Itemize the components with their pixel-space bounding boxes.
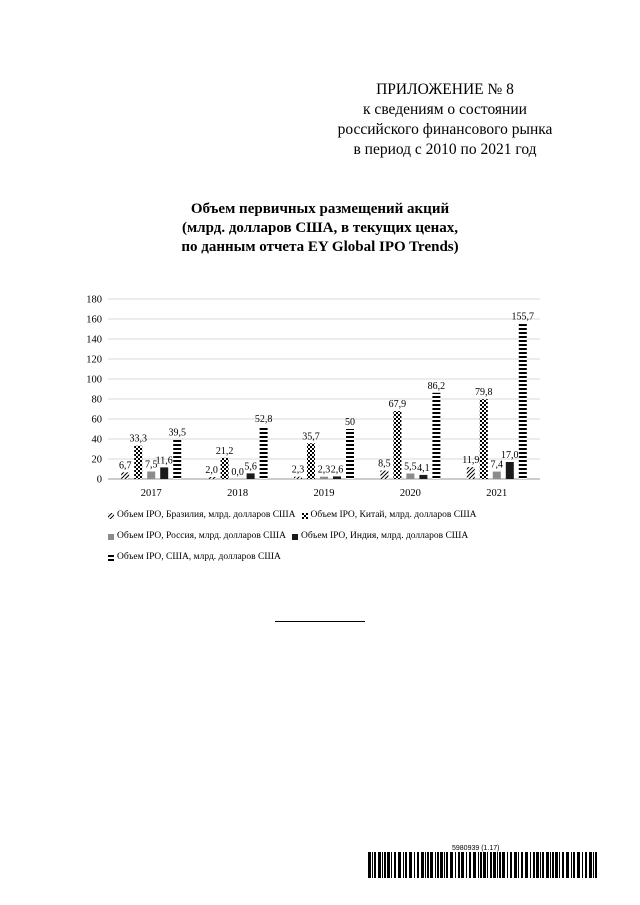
y-tick-label: 140 (86, 334, 102, 346)
data-label: 5,5 (404, 461, 417, 473)
data-label: 86,2 (427, 380, 446, 392)
appendix-line-3: российского финансового рынка (337, 121, 553, 138)
appendix-line-2: к сведениям о состоянии (363, 101, 527, 118)
y-tick-label: 160 (86, 314, 102, 326)
x-tick-label-2018: 2018 (227, 488, 249, 499)
data-label: 6,7 (118, 460, 132, 472)
data-label: 4,1 (417, 462, 430, 474)
bar-2020-series-1 (393, 411, 401, 479)
x-tick-label-2019: 2019 (313, 488, 335, 499)
data-label: 17,0 (501, 450, 519, 461)
bar-2018-series-3 (247, 473, 255, 479)
legend-label-usa: Объем IPO, США, млрд. долларов США (117, 552, 281, 562)
legend-item-china (302, 505, 477, 526)
data-label: 5,6 (244, 461, 257, 473)
legend-swatch-china (302, 513, 308, 519)
data-label: 2,0 (205, 465, 218, 476)
data-label: 2,3 (317, 464, 331, 476)
data-label: 0,0 (231, 467, 244, 478)
chart-title-line-1: Объем первичных размещений акций (190, 201, 450, 217)
data-label: 35,7 (302, 431, 320, 443)
y-tick-label: 120 (86, 354, 102, 366)
data-label: 7,4 (490, 459, 504, 471)
legend-swatch-russia (108, 534, 114, 540)
y-tick-label: 0 (96, 474, 102, 486)
data-label: 8,5 (378, 458, 391, 470)
legend-row-1 (108, 505, 548, 526)
bar-2019-series-3 (333, 476, 341, 479)
y-tick-label: 40 (91, 434, 102, 446)
bar-2018-series-4 (260, 426, 268, 479)
legend-swatch-brazil (108, 513, 114, 519)
legend-swatch-india (292, 534, 298, 540)
chart-title-line-2: (млрд. долларов США, в текущих ценах, (181, 220, 459, 236)
bar-2019-series-1 (307, 443, 315, 479)
bar-2021-series-4 (519, 323, 527, 479)
legend-label-china: Объем IPO, Китай, млрд. долларов США (310, 510, 477, 520)
legend-row-3 (108, 547, 548, 568)
legend-item-brazil (108, 505, 296, 526)
y-tick-label: 180 (86, 294, 102, 306)
bar-2017-series-1 (134, 446, 142, 479)
data-label: 7,5 (144, 459, 158, 471)
bar-2021-series-2 (493, 472, 501, 479)
bar-2019-series-2 (320, 477, 328, 479)
appendix-line-4: в период с 2010 по 2021 год (353, 141, 537, 158)
legend-item-russia (108, 526, 286, 547)
legend-swatch-usa (108, 555, 114, 561)
bar-2017-series-4 (173, 440, 181, 480)
legend-item-usa (108, 547, 281, 568)
bar-2017-series-3 (160, 467, 168, 479)
bar-2018-series-1 (221, 458, 229, 479)
bar-2020-series-4 (432, 393, 440, 479)
bar-2020-series-0 (380, 471, 388, 480)
barcode-image (368, 852, 598, 878)
bar-2019-series-0 (294, 477, 302, 479)
x-tick-label-2017: 2017 (140, 488, 162, 499)
appendix-line-1: ПРИЛОЖЕНИЕ № 8 (376, 81, 514, 98)
y-tick-label: 100 (86, 374, 102, 386)
x-tick-label-2021: 2021 (486, 488, 508, 499)
x-tick-label-2020: 2020 (399, 488, 421, 499)
y-tick-label: 80 (91, 394, 102, 406)
data-label: 11,9 (462, 455, 480, 467)
bar-2018-series-0 (208, 477, 216, 479)
legend-label-india: Объем IPO, Индия, млрд. долларов США (300, 531, 469, 541)
data-label: 11,6 (155, 455, 173, 467)
data-label: 67,9 (388, 399, 407, 411)
bar-2017-series-2 (147, 472, 155, 480)
footer-divider (275, 621, 365, 622)
document-code: 5980939 (1.17) (452, 845, 500, 852)
legend-label-brazil: Объем IPO, Бразилия, млрд. долларов США (117, 510, 296, 520)
bar-2020-series-2 (406, 474, 414, 480)
bar-2020-series-3 (419, 475, 427, 479)
data-label: 21,2 (215, 445, 234, 457)
legend-label-russia: Объем IPO, Россия, млрд. долларов США (117, 531, 286, 541)
data-label: 39,5 (168, 427, 186, 439)
bar-2021-series-1 (480, 399, 488, 479)
legend-item-india (292, 526, 468, 547)
data-label: 79,8 (475, 387, 493, 399)
bar-2017-series-0 (121, 472, 129, 479)
data-label: 2,6 (330, 464, 344, 476)
y-tick-label: 60 (91, 414, 102, 426)
bar-2021-series-3 (506, 462, 514, 479)
data-label: 33,3 (129, 433, 147, 445)
data-label: 155,7 (511, 311, 535, 323)
bar-2019-series-4 (346, 429, 354, 479)
data-label: 50 (345, 417, 355, 428)
bar-2021-series-0 (467, 467, 475, 479)
y-tick-label: 20 (91, 454, 102, 466)
chart-legend (108, 505, 548, 568)
legend-row-2 (108, 526, 548, 547)
chart-title-line-3: по данным отчета EY Global IPO Trends) (181, 239, 459, 255)
data-label: 2,3 (291, 464, 305, 476)
data-label: 52,8 (254, 414, 273, 426)
